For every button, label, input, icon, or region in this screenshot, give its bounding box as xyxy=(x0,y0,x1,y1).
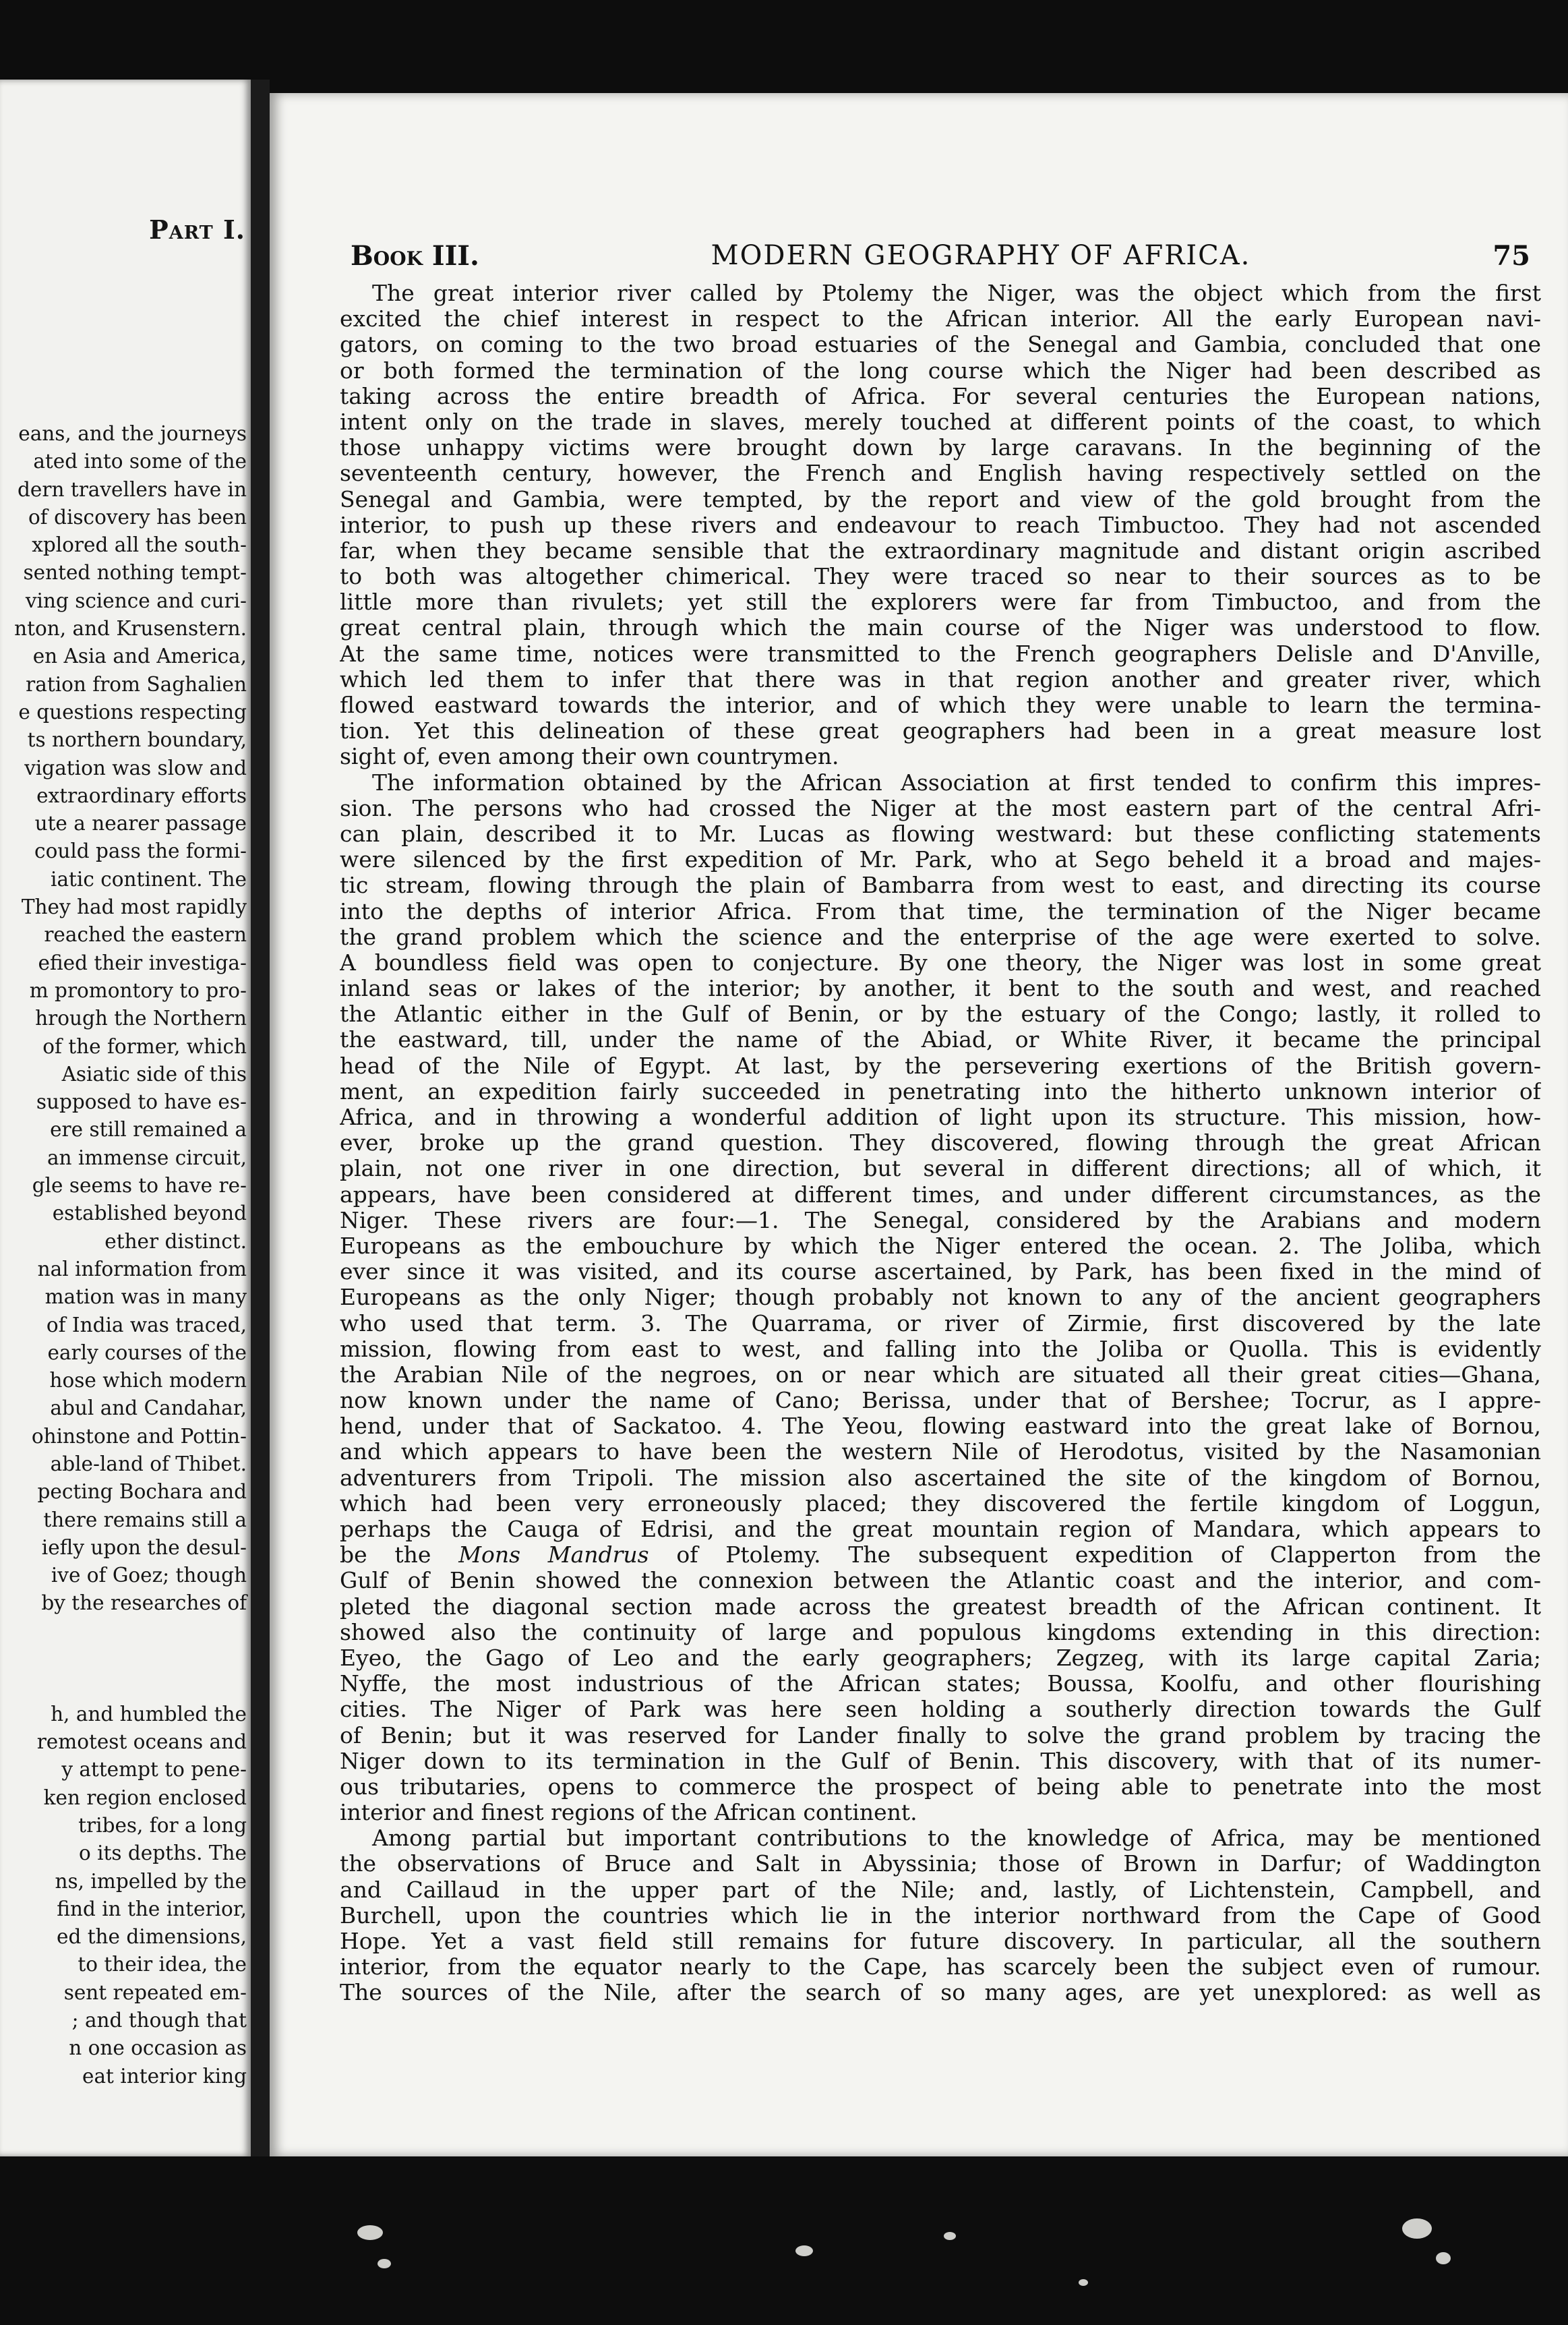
book-gutter xyxy=(251,80,270,2156)
text-line: ment, an expedition fairly succeeded in penetrating into the hitherto unknown interior of xyxy=(340,1078,1541,1105)
text-line: Eyeo, the Gago of Leo and the early geographers; Zegzeg, with its large capital Zaria; xyxy=(340,1645,1541,1671)
left-page-line: dern travellers have in xyxy=(18,477,247,501)
left-page-line: sent repeated em- xyxy=(63,1980,247,2004)
scan-speck xyxy=(795,2245,813,2256)
text-line: plain, not one river in one direction, but several in different directions; all of which, it xyxy=(340,1156,1541,1182)
text-line: taking across the entire breadth of Africa. For several centuries the European nations, xyxy=(340,383,1541,409)
previous-page-fragment xyxy=(0,80,251,2156)
left-page-line: ated into some of the xyxy=(33,450,247,473)
left-page-line: m promontory to pro- xyxy=(29,978,247,1002)
text-line: cities. The Niger of Park was here seen holding a southerly direction towards the Gulf xyxy=(340,1697,1541,1723)
text-line: to both was altogether chimerical. They were traced so near to their sources as to be xyxy=(340,564,1541,590)
left-page-line: iatic continent. The xyxy=(51,867,247,891)
left-page-line: vigation was slow and xyxy=(24,756,247,779)
scan-speck xyxy=(1402,2218,1432,2239)
italic-term: Mons Mandrus xyxy=(458,1542,649,1568)
text-line: the Atlantic either in the Gulf of Benin, or by the estuary of the Congo; lastly, it rolled to xyxy=(340,1001,1541,1028)
left-page-line: eans, and the journeys xyxy=(18,422,247,445)
text-line: seventeenth century, however, the French and English having respectively settled on the xyxy=(340,461,1541,487)
left-page-line: ive of Goez; though xyxy=(51,1564,247,1587)
scan-speck xyxy=(378,2259,391,2268)
left-page-line: xplored all the south- xyxy=(32,533,247,557)
text-line: mission, flowing from east to west, and falling into the Joliba or Quolla. This is evidently xyxy=(340,1336,1541,1362)
text-line: head of the Nile of Egypt. At last, by the persevering exertions of the British govern- xyxy=(340,1053,1541,1079)
left-page-line: established beyond xyxy=(52,1202,247,1225)
text-line: showed also the continuity of large and populous kingdoms extending in this direction: xyxy=(340,1619,1541,1645)
left-page-line: iefly upon the desul- xyxy=(41,1535,247,1559)
text-line: Among partial but important contributions to the knowledge of Africa, may be mentioned xyxy=(372,1825,1541,1852)
text-line: the eastward, till, under the name of the Abiad, or White River, it became the principal xyxy=(340,1027,1541,1053)
left-page-line: able-land of Thibet. xyxy=(50,1452,247,1475)
left-page-line: ving science and curi- xyxy=(25,589,247,612)
text-line: ous tributaries, opens to commerce the prospect of being able to penetrate into the most xyxy=(340,1773,1541,1800)
text-line: appears, have been considered at different times, and under different circumstances, as the xyxy=(340,1181,1541,1208)
left-page-line: of India was traced, xyxy=(46,1313,247,1336)
page-number: 75 xyxy=(1492,240,1530,272)
left-page-line: ken region enclosed xyxy=(43,1786,247,1809)
text-line: Nyffe, the most industrious of the African states; Boussa, Koolfu, and other flourishing xyxy=(340,1671,1541,1697)
text-run: of Ptolemy. The subsequent expedition of Clapperton from the xyxy=(649,1542,1541,1568)
left-page-line: early courses of the xyxy=(47,1341,247,1364)
left-page-line: hose which modern xyxy=(49,1369,247,1392)
text-line: or both formed the termination of the long course which the Niger had been described as xyxy=(340,357,1541,384)
left-page-line: an immense circuit, xyxy=(47,1146,247,1169)
left-page-gap xyxy=(0,1618,251,1701)
text-line: The sources of the Nile, after the search of so many ages, are yet unexplored: as well as xyxy=(340,1980,1541,2006)
scan-speck xyxy=(1079,2279,1088,2286)
left-page-text xyxy=(0,420,251,2090)
text-line: hend, under that of Sackatoo. 4. The Yeou, flowing eastward into the great lake of Bornou, xyxy=(340,1413,1541,1440)
text-line: and which appears to have been the western Nile of Herodotus, visited by the Nasamonian xyxy=(340,1439,1541,1465)
text-line: and Caillaud in the upper part of the Nile; and, lastly, of Lichtenstein, Campbell, and xyxy=(340,1877,1541,1903)
text-line: intent only on the trade in slaves, merely touched at different points of the coast, to which xyxy=(340,409,1541,435)
left-page-line: ute a nearer passage xyxy=(34,812,247,835)
left-page-line: find in the interior, xyxy=(57,1897,247,1920)
text-line: adventurers from Tripoli. The mission also ascertained the site of the kingdom of Bornou, xyxy=(340,1465,1541,1491)
text-line: tic stream, flowing through the plain of Bambarra from west to east, and directing its course xyxy=(340,873,1541,899)
text-line: into the depths of interior Africa. From that time, the termination of the Niger became xyxy=(340,898,1541,924)
text-line: pleted the diagonal section made across the greatest breadth of the African continent. It xyxy=(340,1593,1541,1620)
text-line: Europeans as the only Niger; though probably not known to any of the ancient geographers xyxy=(340,1285,1541,1311)
text-line: A boundless field was open to conjecture. By one theory, the Niger was lost in some great xyxy=(340,949,1541,976)
text-line: tion. Yet this delineation of these great geographers had been in a great measure lost xyxy=(340,718,1541,744)
text-line: interior, to push up these rivers and endeavour to reach Timbuctoo. They had not ascended xyxy=(340,512,1541,538)
text-line: gators, on coming to the two broad estuaries of the Senegal and Gambia, concluded that one xyxy=(340,332,1541,358)
left-page-line: of the former, which xyxy=(42,1034,247,1058)
left-page-line: o its depths. The xyxy=(78,1842,247,1865)
left-page-line: ether distinct. xyxy=(104,1229,247,1253)
text-line: Niger. These rivers are four:—1. The Senegal, considered by the Arabians and modern xyxy=(340,1207,1541,1233)
left-page-line: ts northern boundary, xyxy=(27,728,247,752)
left-page-line: eat interior king xyxy=(82,2064,247,2088)
scan-speck xyxy=(1436,2252,1451,2264)
scan-speck xyxy=(944,2232,956,2240)
text-run: be the xyxy=(340,1542,459,1568)
text-line: the Arabian Nile of the negroes, on or near which are situated all their great cities—Ghana, xyxy=(340,1361,1541,1388)
left-page-line: ere still remained a xyxy=(50,1118,247,1142)
left-page-line: nton, and Krusenstern. xyxy=(14,617,247,641)
left-page-line: abul and Candahar, xyxy=(50,1396,247,1420)
text-line: which led them to infer that there was in that region another and greater river, which xyxy=(340,666,1541,693)
left-page-line: there remains still a xyxy=(43,1508,247,1531)
book-page xyxy=(270,93,1568,2156)
left-page-line: efied their investiga- xyxy=(38,951,247,974)
text-line: perhaps the Cauga of Edrisi, and the great mountain region of Mandara, which appears to xyxy=(340,1517,1541,1542)
text-line: Niger down to its termination in the Gulf of Benin. This discovery, with that of its numer- xyxy=(340,1748,1541,1774)
left-page-line: ration from Saghalien xyxy=(26,672,247,696)
text-line: now known under the name of Cano; Berissa, under that of Bershee; Tocrur, as I appre- xyxy=(340,1388,1541,1414)
text-line xyxy=(340,1542,1541,1568)
left-page-line: ohinstone and Pottin- xyxy=(31,1424,247,1448)
text-line: At the same time, notices were transmitted to the French geographers Delisle and D'Anville, xyxy=(340,641,1541,667)
text-line: little more than rivulets; yet still the explorers were far from Timbuctoo, and from the xyxy=(340,589,1541,616)
text-line: flowed eastward towards the interior, and of which they were unable to learn the termina- xyxy=(340,693,1541,718)
left-page-line: by the researches of xyxy=(41,1591,247,1615)
text-line: Gulf of Benin showed the connexion between the Atlantic coast and the interior, and com- xyxy=(340,1568,1541,1594)
text-line: excited the chief interest in respect to the African interior. All the early European navi- xyxy=(340,306,1541,332)
left-page-line: pecting Bochara and xyxy=(37,1480,247,1504)
text-line: who used that term. 3. The Quarrama, or river of Zirmie, first discovered by the late xyxy=(340,1310,1541,1336)
left-page-line: gle seems to have re- xyxy=(32,1174,247,1198)
text-line: which had been very erroneously placed; they discovered the fertile kingdom of Loggun, xyxy=(340,1490,1541,1517)
left-page-line: y attempt to pene- xyxy=(61,1758,247,1782)
body-text xyxy=(340,281,1541,2006)
text-line: the grand problem which the science and the enterprise of the age were exerted to solve. xyxy=(340,924,1541,950)
left-page-line: ed the dimensions, xyxy=(56,1925,247,1949)
text-line: those unhappy victims were brought down by large caravans. In the beginning of the xyxy=(340,435,1541,461)
text-line: The great interior river called by Ptolemy the Niger, was the object which from the first xyxy=(372,281,1541,306)
left-page-line: to their idea, the xyxy=(78,1953,247,1976)
running-header xyxy=(351,240,1530,278)
text-line: sight of, even among their own countrymen. xyxy=(340,744,839,770)
text-line: Burchell, upon the countries which lie in the interior northward from the Cape of Good xyxy=(340,1902,1541,1929)
left-page-line: could pass the formi- xyxy=(34,840,247,863)
left-page-line: reached the eastern xyxy=(44,923,247,947)
left-page-line: remotest oceans and xyxy=(36,1730,247,1754)
text-line: were silenced by the first expedition of Mr. Park, who at Sego beheld it a broad and majes- xyxy=(340,847,1541,873)
left-page-line: hrough the Northern xyxy=(35,1007,247,1030)
text-line: of Benin; but it was reserved for Lander finally to solve the grand problem by tracing the xyxy=(340,1722,1541,1748)
left-page-line: mation was in many xyxy=(44,1285,247,1309)
text-line: great central plain, through which the main course of the Niger was understood to flow. xyxy=(340,615,1541,641)
text-line: interior and finest regions of the African continent. xyxy=(340,1800,917,1826)
text-line: far, when they became sensible that the extraordinary magnitude and distant origin ascribed xyxy=(340,537,1541,564)
text-line: interior, from the equator nearly to the Cape, has scarcely been the subject even of rumour. xyxy=(340,1954,1541,1980)
left-page-line: nal information from xyxy=(37,1257,247,1281)
left-page-line: of discovery has been xyxy=(28,505,247,529)
left-page-line: h, and humbled the xyxy=(51,1702,247,1726)
left-page-line: supposed to have es- xyxy=(36,1090,247,1114)
text-line: Senegal and Gambia, were tempted, by the report and view of the gold brought from the xyxy=(340,486,1541,512)
text-line: can plain, described it to Mr. Lucas as flowing westward: but these conflicting statements xyxy=(340,821,1541,847)
left-page-line: n one occasion as xyxy=(69,2036,247,2060)
text-line: inland seas or lakes of the interior; by another, it bent to the south and west, and reached xyxy=(340,976,1541,1002)
text-line: the observations of Bruce and Salt in Abyssinia; those of Brown in Darfur; of Waddington xyxy=(340,1851,1541,1877)
left-page-line: sented nothing tempt- xyxy=(23,561,247,585)
left-page-line: Asiatic side of this xyxy=(61,1062,247,1086)
header-title: MODERN GEOGRAPHY OF AFRICA. xyxy=(711,240,1251,271)
left-page-line: extraordinary efforts xyxy=(36,784,247,807)
left-page-line: e questions respecting xyxy=(18,700,247,724)
left-page-header: Part I. xyxy=(149,214,245,245)
text-line: ever, broke up the grand question. They discovered, flowing through the great African xyxy=(340,1130,1541,1156)
left-page-line: en Asia and America, xyxy=(32,645,247,668)
text-line: sion. The persons who had crossed the Niger at the most eastern part of the central Afri- xyxy=(340,795,1541,821)
text-line: Africa, and in throwing a wonderful addition of light upon its structure. This mission, how- xyxy=(340,1105,1541,1130)
left-page-line: They had most rapidly xyxy=(21,895,247,919)
text-line: Hope. Yet a vast field still remains for future discovery. In particular, all the southern xyxy=(340,1929,1541,1954)
text-line: Europeans as the embouchure by which the Niger entered the ocean. 2. The Joliba, which xyxy=(340,1233,1541,1259)
text-line: The information obtained by the African Association at first tended to confirm this impres- xyxy=(372,769,1541,796)
left-page-line: ns, impelled by the xyxy=(55,1869,247,1893)
header-book-number: Book III. xyxy=(351,240,479,272)
scan-speck xyxy=(357,2225,383,2240)
left-page-line: tribes, for a long xyxy=(78,1813,247,1837)
left-page-line: ; and though that xyxy=(71,2009,247,2032)
text-line: ever since it was visited, and its course ascertained, by Park, has been fixed in the mind of xyxy=(340,1259,1541,1285)
